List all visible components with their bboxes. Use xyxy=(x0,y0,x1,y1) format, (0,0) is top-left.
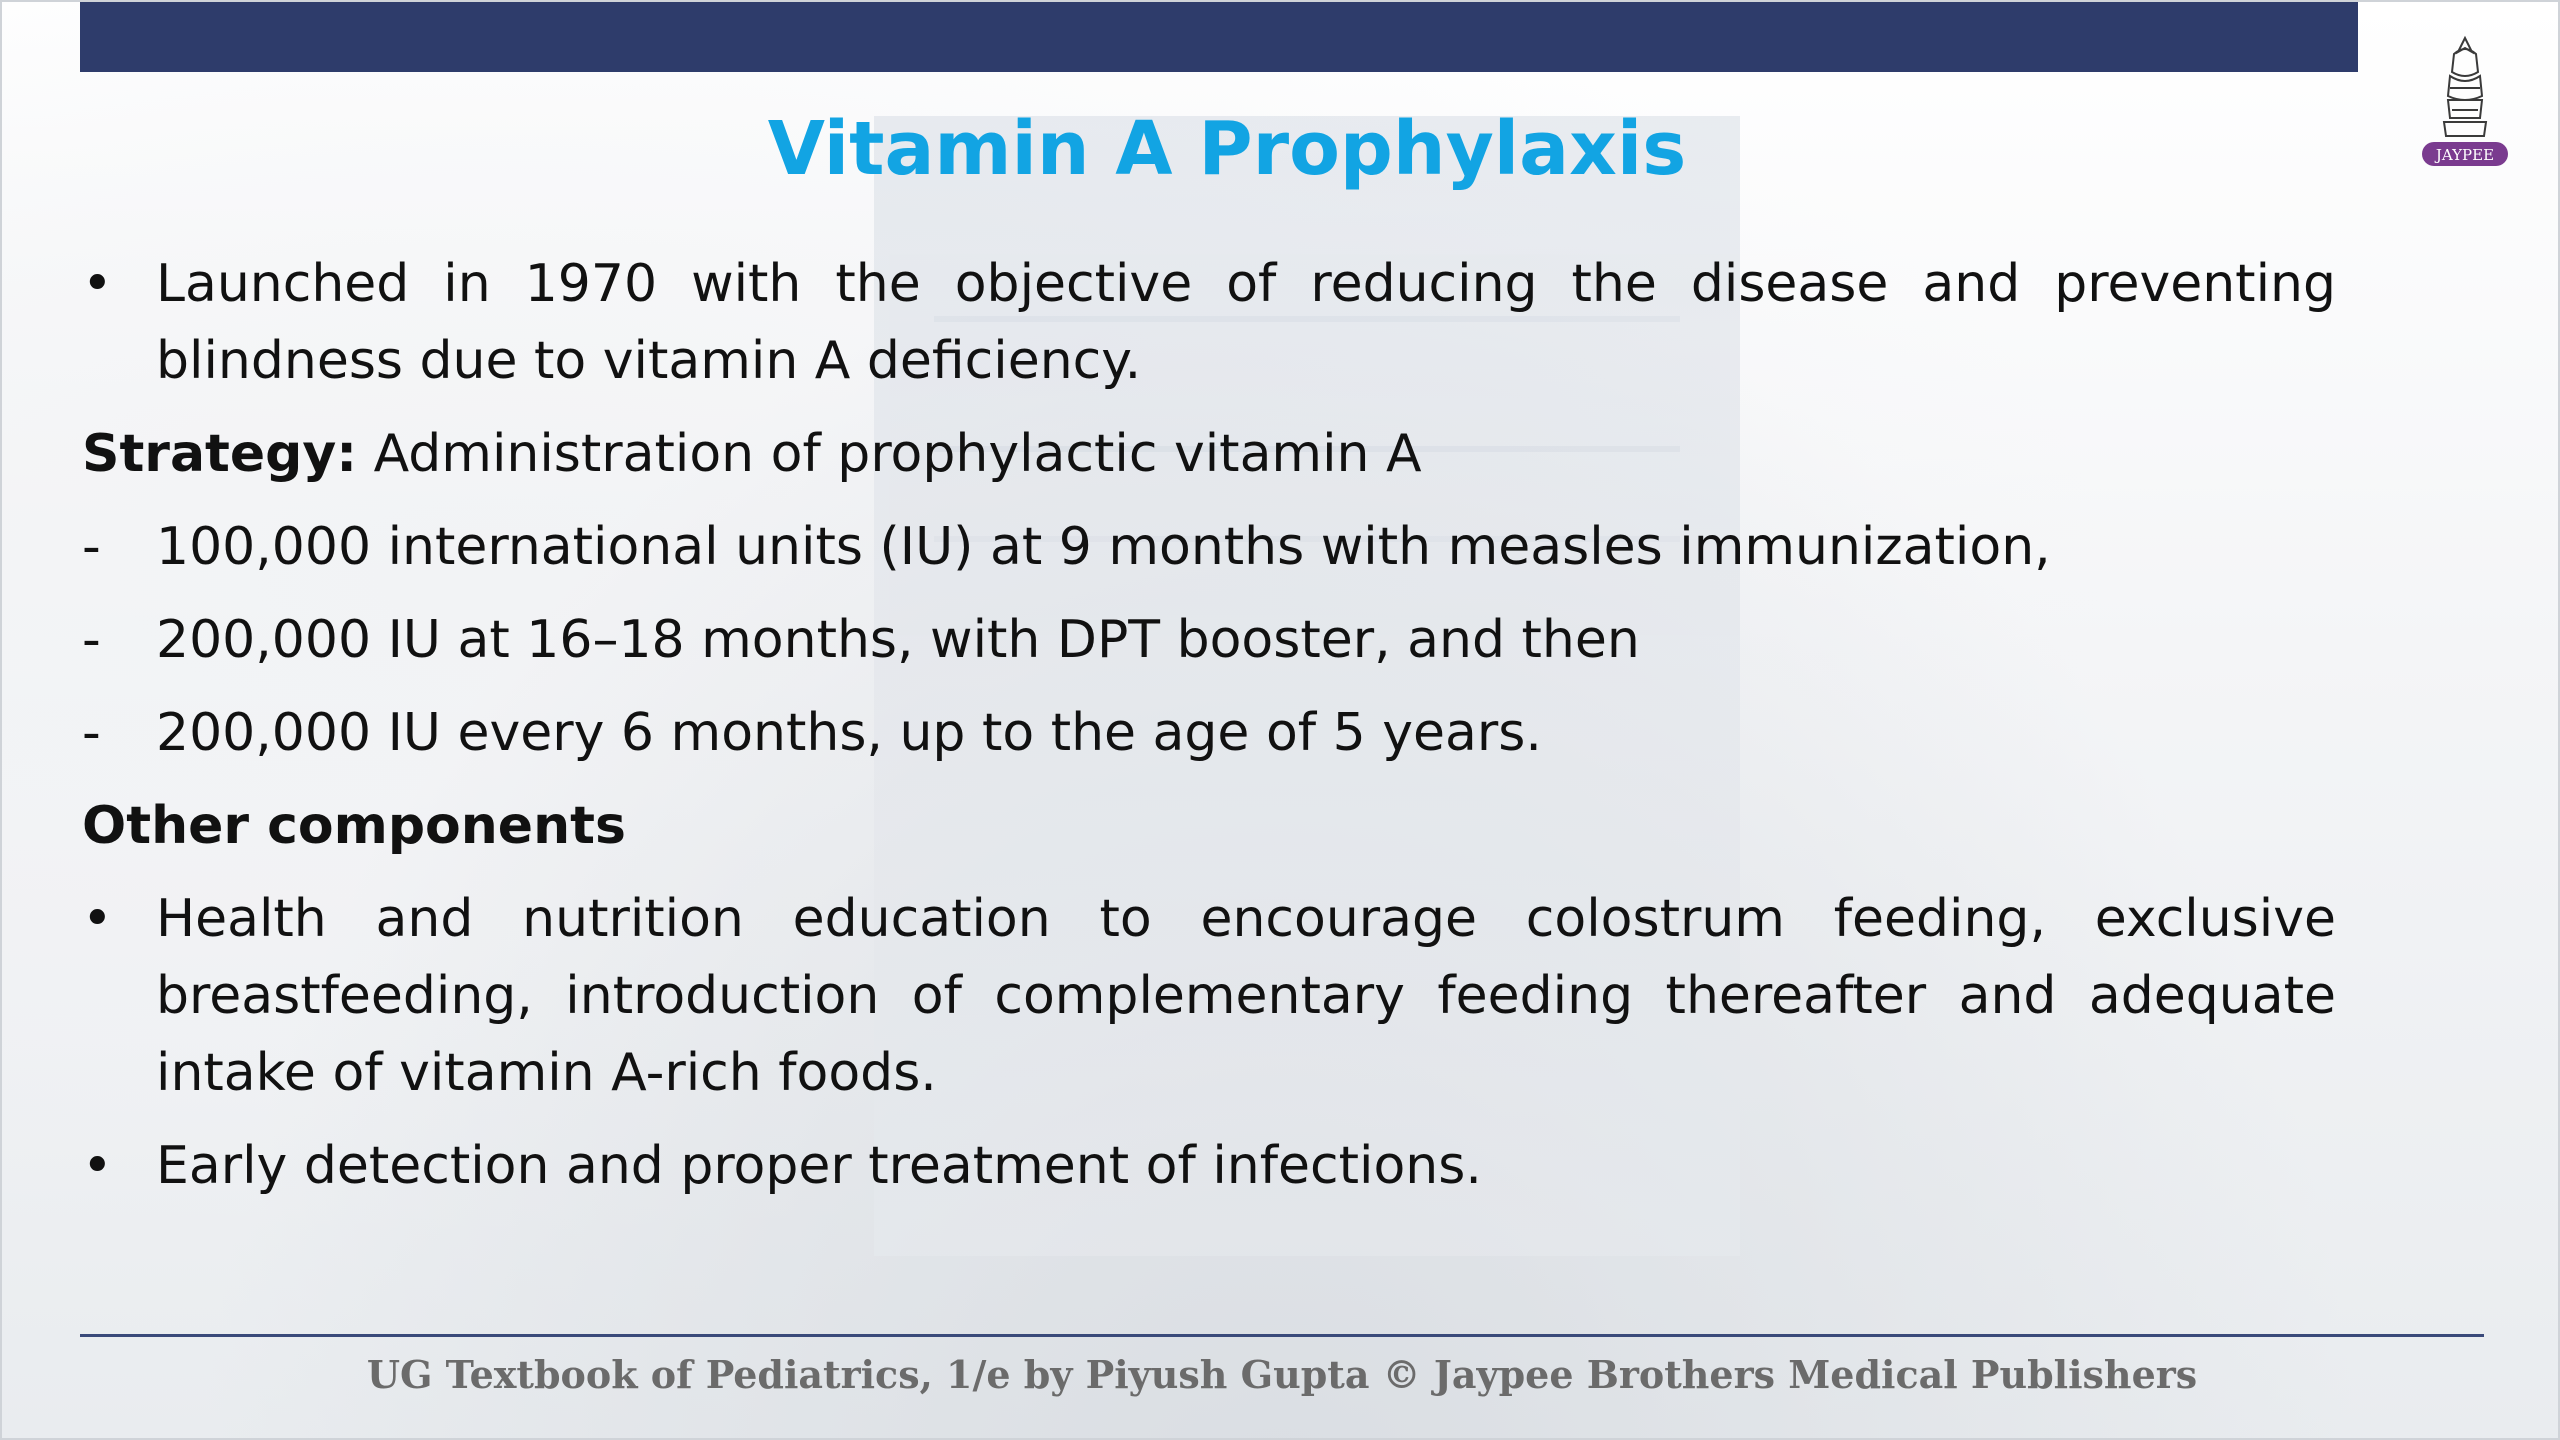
slide-title: Vitamin A Prophylaxis xyxy=(767,106,1687,192)
bullet-marker: • xyxy=(82,254,113,314)
strategy-item xyxy=(82,695,2336,772)
bullet-marker: • xyxy=(82,889,113,949)
logo-text: JAYPEE xyxy=(2435,146,2495,164)
other-components-label: Other components xyxy=(82,796,626,856)
strategy-item-text: 200,000 IU every 6 months, up to the age of 5 years. xyxy=(156,703,1542,763)
strategy-item-text: 100,000 international units (IU) at 9 months with measles immunization, xyxy=(156,517,2051,577)
strategy-label: Strategy: xyxy=(82,424,358,484)
strategy-item xyxy=(82,602,2336,679)
top-banner-bar xyxy=(80,2,2358,72)
dash-marker: - xyxy=(82,703,101,763)
intro-bullet-text: Launched in 1970 with the objective of reducing the disease and preventing blindness due to vitamin A deficiency. xyxy=(156,254,2336,391)
strategy-text: Administration of prophylactic vitamin A xyxy=(357,424,1422,484)
other-components-heading xyxy=(82,788,2336,865)
strategy-heading xyxy=(82,416,2336,493)
slide-content xyxy=(82,246,2336,1221)
other-component-text: Health and nutrition education to encourage colostrum feeding, exclusive breastfeeding, introduction of complementary feeding thereafter and adequate intake of vitamin A-rich foods. xyxy=(156,889,2336,1103)
dash-marker: - xyxy=(82,610,101,670)
other-component-item xyxy=(82,1128,2336,1205)
other-component-text: Early detection and proper treatment of infections. xyxy=(156,1136,1482,1196)
footer-divider xyxy=(80,1334,2484,1337)
footer-credit: UG Textbook of Pediatrics, 1/e by Piyush Gupta © Jaypee Brothers Medical Publishers xyxy=(366,1352,2198,1397)
strategy-item-text: 200,000 IU at 16–18 months, with DPT booster, and then xyxy=(156,610,1640,670)
intro-bullet xyxy=(82,246,2336,400)
other-component-item xyxy=(82,881,2336,1112)
bullet-marker: • xyxy=(82,1136,113,1196)
dash-marker: - xyxy=(82,517,101,577)
strategy-item xyxy=(82,509,2336,586)
